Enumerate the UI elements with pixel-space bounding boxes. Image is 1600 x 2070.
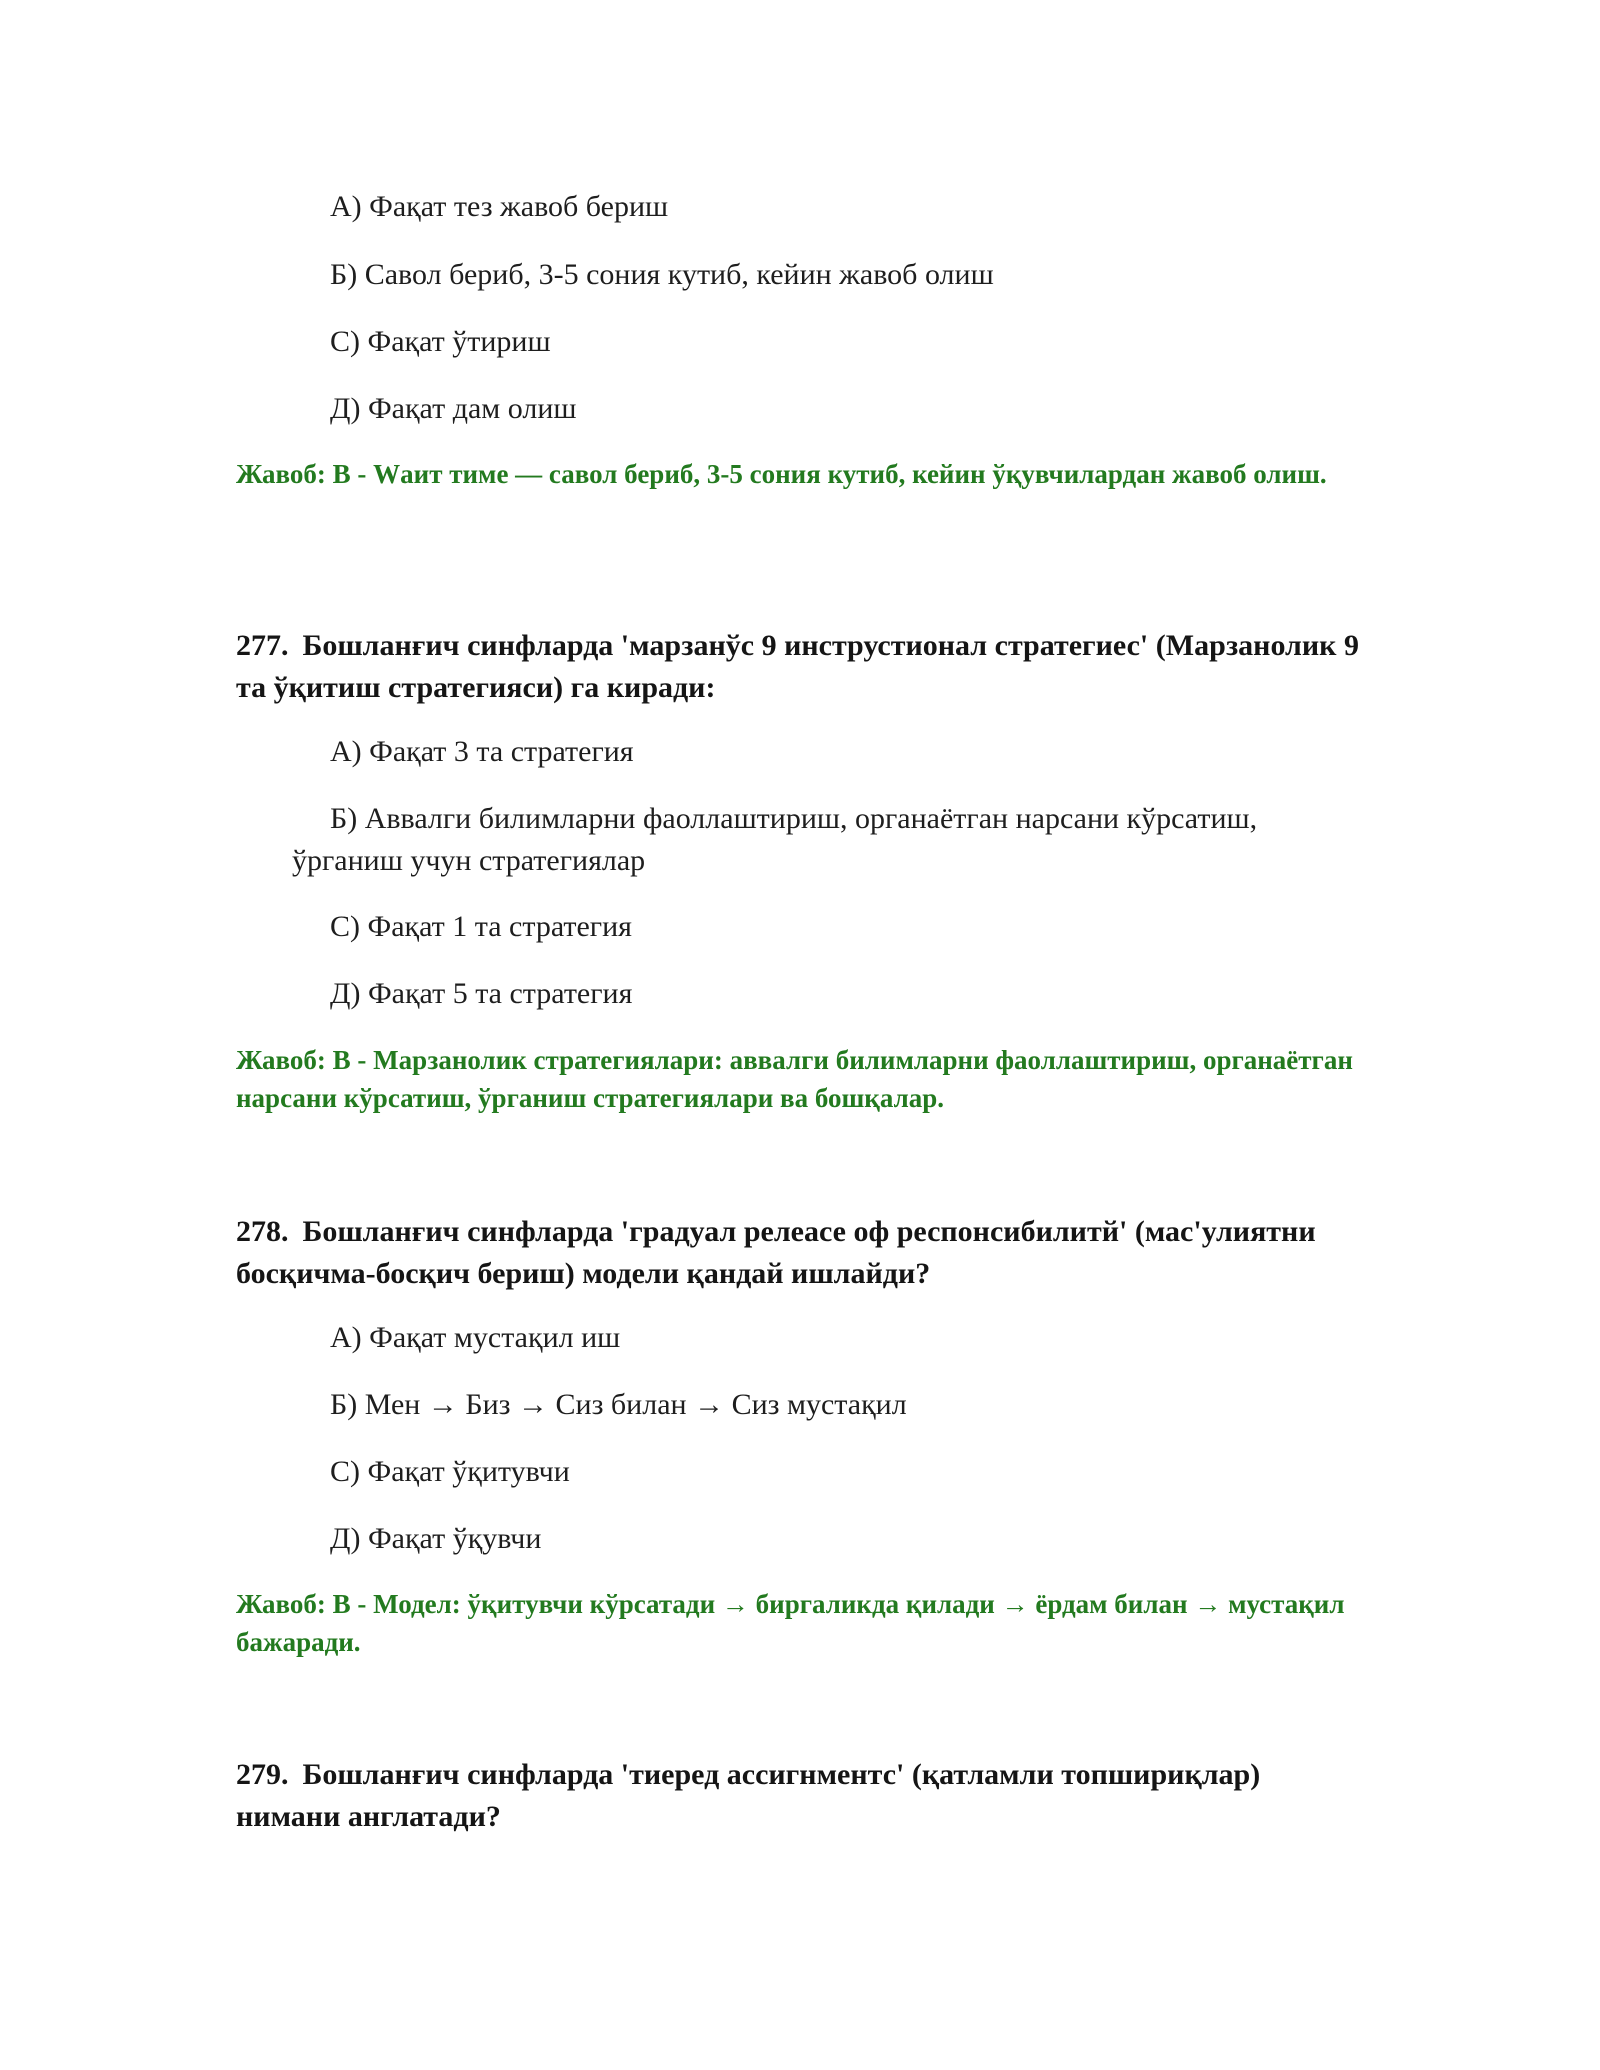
question-number: 278.: [236, 1215, 289, 1248]
answer-text: Жавоб: В - Модел: ўқитувчи кўрсатади → биргаликда қилади → ёрдам билан → мустақил бажаради.: [236, 1589, 1345, 1657]
question-279: [236, 1754, 1366, 1838]
question-text: Бошланғич синфларда 'градуал релеасе оф респонсибилитй' (мас'улиятни босқичма-босқич бериш) модели қандай ишлайди?: [236, 1215, 1316, 1290]
option-a: А) Фақат 3 та стратегия: [330, 735, 634, 768]
question-number: 277.: [236, 629, 289, 662]
answer-text: Жавоб: В - Марзанолик стратегиялари: аввалги билимларни фаоллаштириш, органаётган нарсани кўрсатиш, ўрганиш стратегиялари ва бошқалар.: [236, 1045, 1353, 1113]
option-b: Б) Мен → Биз → Сиз билан → Сиз мустақил: [330, 1388, 907, 1421]
option-a: А) Фақат мустақил иш: [330, 1321, 621, 1354]
question-number: 279.: [236, 1758, 289, 1791]
question-278: [236, 1211, 1366, 1295]
option-d: Д) Фақат ўқувчи: [330, 1522, 542, 1555]
question-text: Бошланғич синфларда 'тиеред ассигнментс' (қатламли топшириқлар) нимани англатади?: [236, 1758, 1261, 1833]
option-d: Д) Фақат 5 та стратегия: [330, 977, 633, 1010]
question-text: Бошланғич синфларда 'марзанўс 9 инструстионал стратегиес' (Марзанолик 9 та ўқитиш стратегияси) га киради:: [236, 629, 1359, 704]
option-b: Б) Аввалги билимларни фаоллаштириш, органаётган нарсани кўрсатиш, ўрганиш учун стратегиялар: [292, 802, 1258, 877]
option-d: Д) Фақат дам олиш: [330, 392, 577, 425]
option-c: С) Фақат ўтириш: [330, 325, 551, 358]
question-277: [236, 625, 1366, 709]
option-c: С) Фақат 1 та стратегия: [330, 910, 632, 943]
option-c: С) Фақат ўқитувчи: [330, 1455, 570, 1488]
option-a: А) Фақат тез жавоб бериш: [330, 190, 669, 223]
option-b: Б) Савол бериб, 3-5 сония кутиб, кейин жавоб олиш: [330, 258, 994, 291]
answer-text: Жавоб: В - Wаит тиме — савол бериб, 3-5 сония кутиб, кейин ўқувчилардан жавоб олиш.: [236, 459, 1327, 489]
